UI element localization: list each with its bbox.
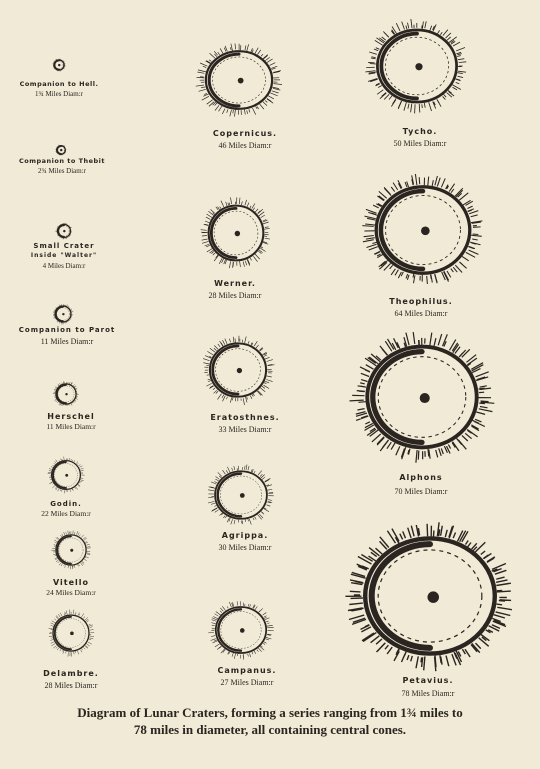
crater-drawing [198, 195, 274, 271]
crater-name: Petavius. [402, 676, 454, 685]
crater-agrippa [205, 462, 277, 528]
crater-inner-shadow [58, 225, 64, 237]
crater-companion-to-thebit [55, 144, 67, 156]
crater-diameter: 46 Miles Diam:r [218, 141, 272, 150]
crater-petavius [340, 516, 520, 676]
crater-drawing [358, 170, 488, 290]
crater-campanus [206, 598, 276, 662]
crater-diameter: 2¾ Miles Diam:r [37, 167, 87, 175]
crater-drawing [46, 608, 96, 658]
central-cone [65, 474, 68, 477]
crater-name: Companion to Hell. [19, 80, 99, 88]
central-cone [240, 628, 245, 633]
crater-drawing [50, 529, 92, 571]
caption-line-2: 78 miles in diameter, all containing central cones. [133, 722, 407, 737]
crater-companion-to-hell [52, 58, 66, 72]
crater-diameter: 22 Miles Diam:r [41, 509, 91, 518]
central-cone [70, 632, 74, 636]
crater-small-crater-inside-walter [55, 222, 73, 240]
crater-name: Agrippa. [221, 531, 269, 540]
crater-name: Copernicus. [212, 129, 278, 138]
crater-alphons [346, 327, 498, 467]
central-cone [63, 230, 65, 232]
crater-herschel [52, 380, 80, 408]
crater-name: Campanus. [217, 666, 277, 675]
crater-name: Werner. [214, 279, 256, 288]
crater-name: Companion to Parot [18, 326, 116, 334]
crater-name: Herschel [47, 412, 95, 421]
central-cone [65, 393, 67, 395]
crater-diameter: 78 Miles Diam:r [401, 689, 455, 698]
crater-diameter: 30 Miles Diam:r [218, 543, 272, 552]
crater-diameter: 11 Miles Diam:r [40, 337, 94, 346]
crater-name: Delambre. [43, 669, 99, 678]
crater-drawing [193, 40, 285, 120]
crater-drawing [55, 144, 67, 156]
crater-drawing [52, 303, 74, 325]
central-cone [62, 313, 64, 315]
crater-diameter: 28 Miles Diam:r [44, 681, 98, 690]
crater-name: Tycho. [402, 127, 438, 136]
crater-drawing [340, 516, 520, 676]
crater-godin [46, 455, 86, 495]
central-cone [427, 591, 439, 603]
crater-copernicus [193, 40, 285, 120]
plate-caption [40, 704, 500, 738]
central-cone [237, 368, 242, 373]
crater-drawing [346, 327, 498, 467]
crater-diameter: 50 Miles Diam:r [393, 139, 447, 148]
crater-name: Eratosthnes. [210, 413, 280, 422]
crater-diameter: 33 Miles Diam:r [218, 425, 272, 434]
crater-drawing [206, 598, 276, 662]
central-cone [240, 493, 245, 498]
crater-name: Companion to Thebit [18, 157, 106, 165]
crater-name: Small Crater [33, 242, 95, 250]
central-cone [420, 393, 430, 403]
crater-drawing [52, 58, 66, 72]
crater-drawing [46, 455, 86, 495]
central-cone [421, 227, 430, 236]
central-cone [70, 549, 73, 552]
crater-diameter: 28 Miles Diam:r [208, 291, 262, 300]
crater-drawing [205, 462, 277, 528]
crater-drawing [199, 333, 277, 407]
crater-name: Theophilus. [389, 297, 453, 306]
crater-diameter: 24 Miles Diam:r [46, 588, 96, 597]
crater-diameter: 70 Miles Diam:r [394, 487, 448, 496]
crater-drawing [55, 222, 73, 240]
central-cone [58, 64, 60, 66]
crater-inner-shadow [56, 307, 63, 321]
crater-diameter: 1¾ Miles Diam:r [34, 90, 84, 98]
crater-drawing [362, 16, 472, 116]
crater-name-line2: Inside "Walter" [30, 252, 98, 259]
crater-diameter: 4 Miles Diam:r [42, 262, 86, 270]
crater-tycho [362, 16, 472, 116]
crater-name: Godin. [50, 500, 82, 508]
crater-delambre [46, 608, 96, 658]
central-cone [238, 78, 244, 84]
crater-diameter: 11 Miles Diam:r [46, 422, 96, 431]
crater-name: Alphons [399, 473, 443, 482]
crater-werner [198, 195, 274, 271]
caption-line-1: Diagram of Lunar Craters, forming a series ranging from 1¾ miles to [77, 705, 463, 720]
crater-drawing [52, 380, 80, 408]
crater-diameter: 64 Miles Diam:r [394, 309, 448, 318]
crater-diameter: 27 Miles Diam:r [220, 678, 274, 687]
crater-name: Vitello [52, 578, 90, 587]
crater-theophilus [358, 170, 488, 290]
central-cone [415, 63, 422, 70]
crater-vitello [50, 529, 92, 571]
crater-eratosthenes [199, 333, 277, 407]
central-cone [60, 149, 62, 151]
crater-companion-to-parot [52, 303, 74, 325]
central-cone [235, 231, 240, 236]
